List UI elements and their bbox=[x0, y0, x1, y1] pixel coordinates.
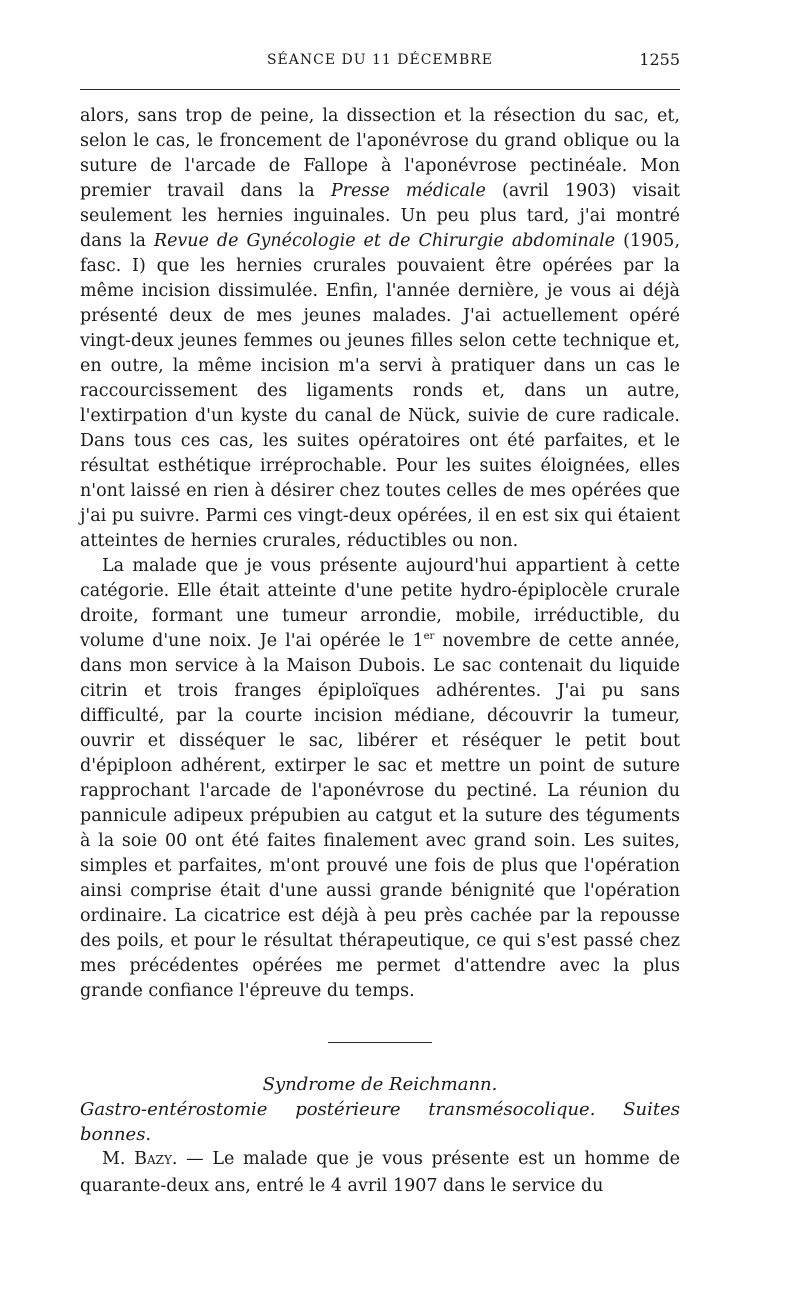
section-divider bbox=[328, 1042, 432, 1043]
body-text bbox=[80, 104, 680, 1004]
section-subtitle: Gastro-entérostomie postérieure transmésocolique. Suites bonnes. bbox=[80, 1099, 680, 1145]
final-paragraph bbox=[80, 1146, 680, 1200]
ordinal-superscript: er bbox=[423, 631, 435, 643]
paragraph-1-part-a: alors, sans trop de peine, la dissection et la résection du sac, et, selon le cas, le froncement de l'aponévrose du grand oblique ou la suture de l'arcade de Fallope à l'aponévrose pectinéale. Mon premier travail dans la bbox=[80, 106, 680, 201]
paragraph-1 bbox=[80, 104, 680, 554]
running-header bbox=[80, 52, 680, 76]
page-number: 1255 bbox=[639, 50, 680, 69]
header-rule bbox=[80, 89, 680, 90]
paragraph-3-text: — Le malade que je vous présente est un homme de quarante-deux ans, entré le 4 avril 1907 dans le service du bbox=[80, 1149, 680, 1196]
paragraph-2-part-a: La malade que je vous présente aujourd'hui appartient à cette catégorie. Elle était atteinte d'une petite hydro-épiplocèle crurale droite, formant une tumeur arrondie, mobile, irréductible, du volume d'une noix. Je l'ai opérée le 1 bbox=[80, 556, 680, 651]
paragraph-3 bbox=[80, 1146, 680, 1200]
paragraph-1-part-c: (1905, fasc. I) que les hernies crurales pouvaient être opérées par la même incision dissimulée. Enfin, l'année dernière, je vous ai déjà présenté deux de mes jeunes malades. J'ai actuellement opéré vingt-deux jeunes femmes ou jeunes filles selon cette technique et, en outre, la même incision m'a servi à pratiquer dans un cas le raccourcissement des ligaments ronds et, dans un autre, l'extirpation d'un kyste du canal de Nück, suivie de cure radicale. Dans tous ces cas, les suites opératoires ont été parfaites, et le résultat esthétique irréprochable. Pour les suites éloignées, elles n'ont laissé en rien à désirer chez toutes celles de mes opérées que j'ai pu suivre. Parmi ces vingt-deux opérées, il en est six qui étaient atteintes de hernies crurales, réductibles ou non. bbox=[80, 231, 681, 551]
paragraph-2 bbox=[80, 554, 680, 1004]
speaker-name: M. Bazy. bbox=[102, 1149, 178, 1169]
journal-title-presse-medicale: Presse médicale bbox=[330, 181, 486, 201]
journal-title-revue: Revue de Gynécologie et de Chirurgie abdominale bbox=[153, 231, 616, 251]
section-title: Syndrome de Reichmann. bbox=[262, 1074, 498, 1095]
running-title: SÉANCE DU 11 DÉCEMBRE bbox=[266, 52, 494, 68]
paragraph-1-part-b: (avril 1903) visait seulement les hernies inguinales. Un peu plus tard, j'ai montré dans la bbox=[80, 181, 680, 251]
paragraph-2-part-b: novembre de cette année, dans mon service à la Maison Dubois. Le sac contenait du liquide citrin et trois franges épiploïques adhérentes. J'ai pu sans difficulté, par la courte incision médiane, découvrir la tumeur, ouvrir et disséquer le sac, libérer et réséquer le petit bout d'épiploon adhérent, extirper le sac et mettre un point de suture rapprochant l'arcade de l'aponévrose du pectiné. La réunion du pannicule adipeux prépubien au catgut et la suture des téguments à la soie 00 ont été faites finalement avec grand soin. Les suites, simples et parfaites, m'ont prouvé une fois de plus que l'opération ainsi comprise était d'une aussi grande bénignité que l'opération ordinaire. La cicatrice est déjà à peu près cachée par la repousse des poils, et pour le résultat thérapeutique, ce qui s'est passé chez mes précédentes opérées me permet d'attendre avec la plus grande confiance l'épreuve du temps. bbox=[80, 631, 680, 1001]
